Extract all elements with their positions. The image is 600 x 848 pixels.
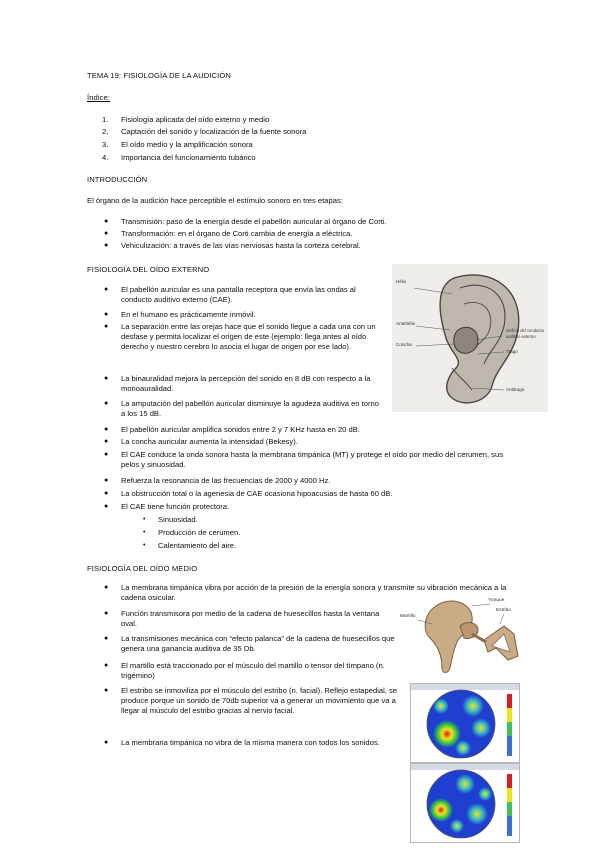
sub-bullet-icon: •: [143, 529, 146, 536]
external-item-1: El pabellón auricular es una pantalla receptora que envía las ondas al conducto auditivo externo (CAE).: [121, 285, 356, 304]
membrane-vibration-figure-1: [410, 683, 520, 763]
ear-label-antitragus: Antitrago: [506, 387, 525, 392]
bullet-icon: ●: [104, 584, 109, 591]
external-subitem-1: Sinuosidad.: [158, 515, 198, 524]
external-heading: FISIOLOGÍA DEL OÍDO EXTERNO: [87, 265, 210, 274]
external-item-7: La concha auricular aumenta la intensidad (Bekesy).: [121, 437, 298, 446]
sub-bullet-icon: •: [143, 542, 146, 549]
document-title: TEMA 19: FISIOLOGÍA DE LA AUDICIÓN: [87, 71, 231, 80]
ossicles-figure: [400, 596, 520, 678]
bullet-icon: ●: [104, 477, 109, 484]
middle-item-6: La membrana timpánica no vibra de la misma manera con todos los sonidos.: [121, 738, 380, 747]
index-item-4: Importancia del funcionamiento tubárico: [121, 153, 256, 162]
bullet-icon: ●: [104, 242, 109, 249]
bullet-icon: ●: [104, 218, 109, 225]
bullet-icon: ●: [104, 739, 109, 746]
middle-item-5: El estribo se inmoviliza por el músculo del estribo (n. facial). Reflejo estapedial, se produce porque un sonido de 70db superior va a generar un movimiento que va a llegar al músculo del estribo gracias al nervio facial.: [121, 686, 398, 715]
external-item-11: El CAE tiene función protectora:: [121, 502, 230, 511]
bullet-icon: ●: [104, 451, 109, 458]
middle-item-1: La membrana timpánica vibra por acción de la presión de la energía sonora y transmite su vibración mecánica a la cadena osicular.: [121, 583, 507, 602]
bullet-icon: ●: [104, 438, 109, 445]
bullet-icon: ●: [104, 635, 109, 642]
ear-label-helix: Hélix: [396, 279, 407, 284]
bullet-icon: ●: [104, 323, 109, 330]
external-item-10: La obstrucción total o la agenesia de CAE ocasiona hipoacusias de hasta 60 dB.: [121, 489, 393, 498]
ear-label-antihelix: Antehélix: [396, 321, 415, 326]
bullet-icon: ●: [104, 426, 109, 433]
ossicle-label-stapes: Estribo: [496, 608, 511, 613]
index-num-1: 1.: [102, 115, 109, 124]
middle-item-4: El martillo está traccionado por el músculo del martillo o tensor del tímpano (n. trigémino): [121, 661, 385, 680]
ossicle-label-incus: Yunque: [488, 598, 505, 603]
ossicle-label-malleus: Martillo: [400, 614, 416, 619]
intro-heading: INTRODUCCIÓN: [87, 175, 148, 184]
intro-item-1: Transmisión: paso de la energía desde el pabellón auricular al órgano de Corti.: [121, 217, 387, 226]
ear-label-cae: Orificio del conducto auditivo externo: [506, 328, 544, 339]
ear-label-concha: Concha: [396, 342, 412, 347]
external-item-2: En el humano es prácticamente inmóvil.: [121, 310, 256, 319]
ear-label-tragus: Trago: [506, 349, 518, 354]
external-item-6: El pabellón auricular amplifica sonidos entre 2 y 7 KHz hasta en 20 dB.: [121, 425, 360, 434]
bullet-icon: ●: [104, 311, 109, 318]
external-subitem-2: Producción de cerumen.: [158, 528, 241, 537]
bullet-icon: ●: [104, 400, 109, 407]
ear-anatomy-figure: [392, 264, 548, 412]
intro-lead: El órgano de la audición hace perceptible el estímulo sonoro en tres etapas:: [87, 196, 343, 205]
bullet-icon: ●: [104, 375, 109, 382]
external-subitem-3: Calentamiento del aire.: [158, 541, 237, 550]
bullet-icon: ●: [104, 610, 109, 617]
index-heading: Índice:: [87, 93, 111, 102]
index-num-2: 2.: [102, 127, 109, 136]
external-item-9: Refuerza la resonancia de las frecuencias de 2000 y 4000 Hz.: [121, 476, 331, 485]
vibration-map-1: [411, 684, 519, 762]
index-item-2: Captación del sonido y localización de la fuente sonora: [121, 127, 307, 136]
index-num-4: 4.: [102, 153, 109, 162]
bullet-icon: ●: [104, 503, 109, 510]
external-item-4: La binauralidad mejora la percepción del sonido en 8 dB con respecto a la monoauralidad.: [121, 374, 371, 393]
middle-item-2: Función transmisora por medio de la cadena de huesecillos hasta la ventana oval.: [121, 609, 380, 628]
index-item-3: El oído medio y la amplificación sonora: [121, 140, 253, 149]
middle-item-3: La transmisiones mecánica con “efecto palanca” de la cadena de huesecillos que genera una ganancia auditiva de 35 Db.: [121, 634, 395, 653]
middle-heading: FISIOLOGÍA DEL OÍDO MEDIO: [87, 564, 198, 573]
index-num-3: 3.: [102, 140, 109, 149]
external-item-3: La separación entre las orejas hace que el sonido llegue a cada una con un desfase y permita localizar el origen de este (ejemplo: llega antes al oído derecho y nuestro cerebro lo asocia el lugar de origen por ese lado).: [121, 322, 376, 351]
membrane-vibration-figure-2: [410, 763, 520, 843]
sub-bullet-icon: •: [143, 516, 146, 523]
bullet-icon: ●: [104, 490, 109, 497]
external-item-8: El CAE conduce la onda sonora hasta la membrana timpánica (MT) y protege el oído por medio del cerumen, sus pelos y sinuosidad.: [121, 450, 503, 469]
intro-item-3: Vehiculización: a través de las vías nerviosas hasta la corteza cerebral.: [121, 241, 361, 250]
bullet-icon: ●: [104, 662, 109, 669]
bullet-icon: ●: [104, 230, 109, 237]
vibration-map-2: [411, 764, 519, 842]
index-item-1: Fisiología aplicada del oído externo y medio: [121, 115, 270, 124]
intro-item-2: Transformación: en el órgano de Corti cambia de energía a eléctrica.: [121, 229, 353, 238]
bullet-icon: ●: [104, 687, 109, 694]
bullet-icon: ●: [104, 286, 109, 293]
external-item-5: La amputación del pabellón auricular disminuye la agudeza auditiva en torno a los 15 dB.: [121, 399, 379, 418]
